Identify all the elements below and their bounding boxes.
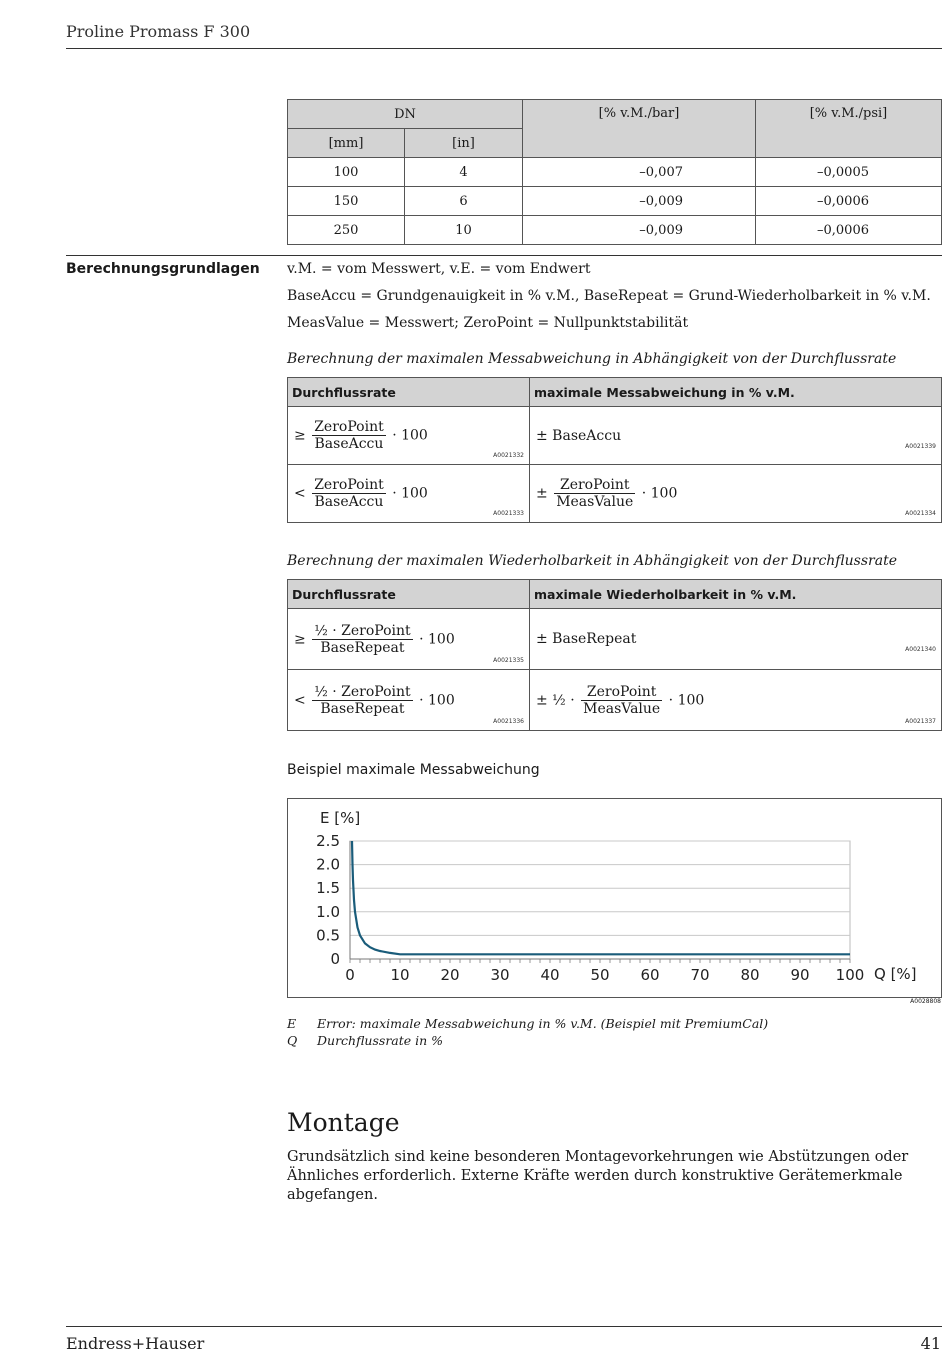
header-psi: [% v.M./psi] — [756, 100, 942, 158]
column-header: maximale Wiederholbarkeit in % v.M. — [530, 580, 942, 609]
cell-mm: 250 — [288, 216, 405, 245]
x-axis-label: Q [%] — [874, 965, 917, 983]
legend-item — [287, 1016, 768, 1031]
result-cell — [530, 407, 942, 465]
section-rule — [66, 255, 942, 256]
multiplier: · 100 — [392, 485, 428, 502]
definition-line: BaseAccu = Grundgenauigkeit in % v.M., BaseRepeat = Grund-Wiederholbarkeit in % v.M. — [287, 288, 931, 304]
graphic-code: A0021336 — [493, 718, 524, 725]
header-rule — [66, 48, 942, 49]
legend-item — [287, 1033, 443, 1048]
denominator: BaseRepeat — [320, 639, 405, 656]
footer-rule — [66, 1326, 942, 1327]
accuracy-formula-table — [287, 377, 942, 523]
repeatability-formula-table — [287, 579, 942, 731]
legend-key: Q — [287, 1033, 298, 1048]
cell-in: 6 — [405, 187, 523, 216]
result-text: ± BaseRepeat — [536, 631, 637, 647]
comparison-symbol: ≥ — [294, 631, 306, 647]
x-tick-label: 30 — [490, 966, 510, 984]
table-row — [288, 465, 942, 523]
result-text: ± BaseAccu — [536, 427, 622, 444]
x-tick-label: 10 — [390, 966, 410, 984]
cell-bar: –0,009 — [523, 216, 756, 245]
numerator: ½ · ZeroPoint — [314, 622, 411, 639]
cell-psi: –0,0006 — [756, 216, 942, 245]
legend-key: E — [287, 1016, 297, 1031]
definition-line: v.M. = vom Messwert, v.E. = vom Endwert — [287, 261, 591, 277]
y-tick-label: 1.5 — [316, 879, 340, 898]
definition-line: MeasValue = Messwert; ZeroPoint = Nullpunktstabilität — [287, 315, 689, 331]
header-in: [in] — [405, 129, 523, 158]
fraction — [581, 684, 662, 717]
formula-cell — [288, 670, 530, 731]
numerator: ZeroPoint — [581, 684, 662, 701]
comparison-symbol: < — [294, 692, 306, 708]
cell-mm: 100 — [288, 158, 405, 187]
pressure-compensation-table — [287, 99, 942, 245]
column-header: Durchflussrate — [288, 580, 530, 609]
column-header: Durchflussrate — [288, 378, 530, 407]
cell-bar: –0,007 — [523, 158, 756, 187]
x-tick-label: 50 — [590, 966, 610, 984]
numerator: ZeroPoint — [554, 477, 635, 494]
section-title: Montage — [287, 1108, 400, 1137]
chart-frame — [287, 798, 942, 998]
x-tick-label: 20 — [440, 966, 460, 984]
numerator: ZeroPoint — [314, 477, 384, 493]
graphic-code: A0021334 — [905, 510, 936, 517]
x-tick-label: 100 — [835, 966, 865, 984]
plot-area — [350, 841, 850, 959]
graphic-code: A0021337 — [905, 718, 936, 725]
table-row — [288, 407, 942, 465]
result-prefix: ± — [536, 485, 548, 502]
denominator: BaseAccu — [314, 494, 384, 510]
column-header: maximale Messabweichung in % v.M. — [530, 378, 942, 407]
cell-psi: –0,0006 — [756, 187, 942, 216]
montage-paragraph: Grundsätzlich sind keine besonderen Montagevorkehrungen wie Abstützungen oder Ähnliches erforderlich. Externe Kräfte werden durch konstruktive Gerätemerkmale abgefangen. — [287, 1149, 909, 1203]
multiplier: · 100 — [668, 692, 705, 708]
fraction — [554, 477, 635, 510]
cell-in: 10 — [405, 216, 523, 245]
denominator: BaseRepeat — [320, 700, 405, 717]
cell-mm: 150 — [288, 187, 405, 216]
y-tick-label: 0.5 — [316, 926, 340, 945]
header-dn: DN — [288, 100, 523, 129]
table-row — [288, 216, 942, 245]
multiplier: · 100 — [392, 427, 428, 444]
denominator: MeasValue — [556, 494, 634, 510]
cell-psi: –0,0005 — [756, 158, 942, 187]
y-tick-label: 0 — [330, 950, 340, 968]
denominator: MeasValue — [583, 700, 661, 717]
y-tick-label: 1.0 — [316, 902, 340, 921]
fraction — [312, 419, 386, 452]
result-cell — [530, 670, 942, 731]
header-bar: [% v.M./bar] — [523, 100, 756, 158]
footer-brand: Endress+Hauser — [66, 1334, 205, 1353]
legend-text: Durchflussrate in % — [317, 1033, 444, 1048]
table-caption: Berechnung der maximalen Messabweichung in Abhängigkeit von der Durchflussrate — [287, 351, 897, 367]
graphic-code: A0021339 — [905, 443, 936, 450]
numerator: ZeroPoint — [314, 419, 384, 435]
series-line — [352, 841, 850, 954]
table-row — [288, 670, 942, 731]
x-tick-label: 0 — [345, 966, 355, 984]
error-chart — [288, 799, 941, 997]
x-tick-label: 40 — [540, 966, 560, 984]
cell-in: 4 — [405, 158, 523, 187]
result-cell — [530, 609, 942, 670]
result-prefix: ± ½ · — [536, 692, 575, 708]
page-number: 41 — [920, 1334, 941, 1353]
y-axis-label: E [%] — [320, 809, 361, 827]
numerator: ½ · ZeroPoint — [314, 683, 411, 700]
multiplier: · 100 — [419, 631, 455, 647]
cell-bar: –0,009 — [523, 187, 756, 216]
x-tick-label: 70 — [690, 966, 710, 984]
legend-text: Error: maximale Messabweichung in % v.M. (Beispiel mit PremiumCal) — [317, 1016, 769, 1031]
multiplier: · 100 — [419, 692, 455, 708]
example-heading: Beispiel maximale Messabweichung — [287, 762, 540, 778]
table-caption: Berechnung der maximalen Wiederholbarkeit in Abhängigkeit von der Durchflussrate — [287, 553, 897, 569]
y-tick-label: 2.0 — [316, 855, 340, 874]
denominator: BaseAccu — [314, 436, 384, 452]
result-cell — [530, 465, 942, 523]
fraction — [312, 684, 412, 717]
x-tick-label: 90 — [790, 966, 810, 984]
x-tick-label: 60 — [640, 966, 660, 984]
document-title: Proline Promass F 300 — [66, 22, 251, 41]
graphic-code: A0021335 — [493, 657, 524, 664]
table-row — [288, 187, 942, 216]
table-row — [288, 158, 942, 187]
multiplier: · 100 — [641, 485, 678, 502]
formula-cell — [288, 407, 530, 465]
graphic-code: A0021333 — [493, 510, 524, 517]
fraction — [312, 623, 412, 656]
x-tick-label: 80 — [740, 966, 760, 984]
graphic-code: A0021340 — [905, 646, 936, 653]
comparison-symbol: < — [294, 485, 306, 502]
comparison-symbol: ≥ — [294, 427, 306, 444]
formula-cell — [288, 465, 530, 523]
graphic-code: A0021332 — [493, 452, 524, 459]
formula-cell — [288, 609, 530, 670]
fraction — [312, 477, 386, 510]
table-row — [288, 609, 942, 670]
y-tick-label: 2.5 — [316, 832, 340, 850]
graphic-code: A0028808 — [910, 998, 941, 1005]
header-mm: [mm] — [288, 129, 405, 158]
section-label: Berechnungsgrundlagen — [66, 261, 260, 277]
